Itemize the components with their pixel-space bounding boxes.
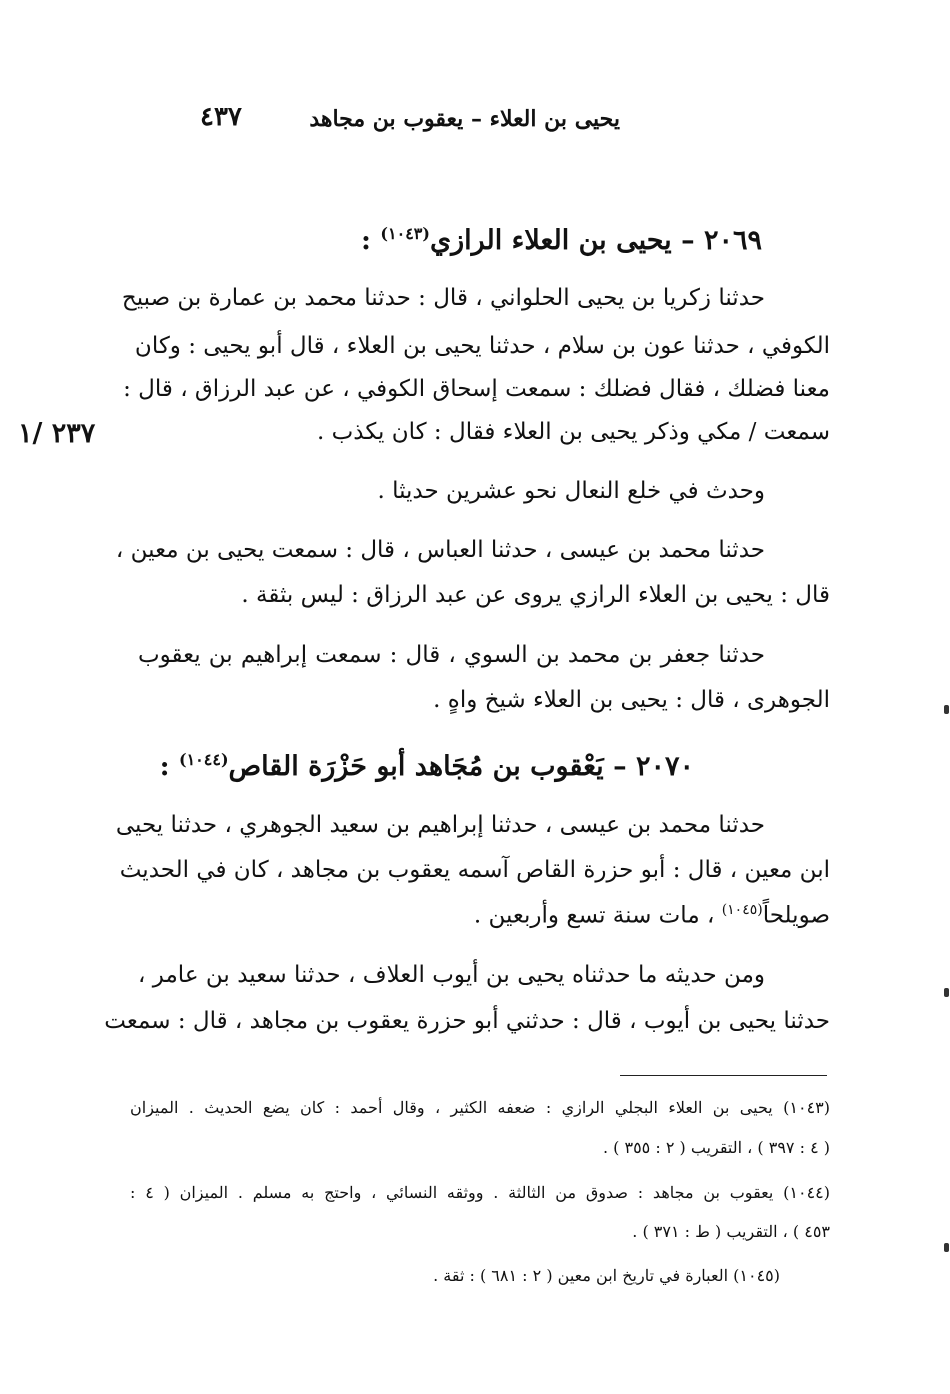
footnote-1044-line-2: ٤٥٣ ) ، التقريب ( ط : ٣٧١ ) . bbox=[632, 1222, 830, 1241]
entry-2069-line-1: حدثنا زكريا بن يحيى الحلواني ، قال : حدثنا محمد بن عمارة بن صبيح bbox=[121, 285, 765, 311]
entry-2070-heading bbox=[160, 750, 694, 782]
margin-folio-note: ٢٣٧ /١ bbox=[18, 418, 96, 449]
footnote-separator bbox=[620, 1075, 827, 1076]
scan-speck bbox=[944, 705, 949, 714]
scan-speck bbox=[944, 1243, 949, 1252]
entry-2070-line-1: حدثنا محمد بن عيسى ، حدثنا إبراهيم بن سعيد الجوهري ، حدثنا يحيى bbox=[115, 812, 765, 838]
footnote-1043-line-1: (١٠٤٣) يحيى بن العلاء البجلي الرازي : ضعفه الكثير ، وقال أحمد : كان يضع الحديث . الميزان bbox=[130, 1098, 830, 1117]
entry-2070-line-2: ابن معين ، قال : أبو حزرة القاص آسمه يعقوب بن مجاهد ، كان في الحديث bbox=[119, 857, 830, 883]
entry-2070-line-3-start: صويلحاً bbox=[762, 902, 830, 929]
page-number: ٤٣٧ bbox=[200, 102, 242, 132]
entry-2070-note-ref-1045: (١٠٤٥) bbox=[721, 902, 763, 918]
entry-2069-line-5: وحدث في خلع النعال نحو عشرين حديثا . bbox=[377, 478, 765, 504]
entry-2069-line-6: حدثنا محمد بن عيسى ، حدثنا العباس ، قال : سمعت يحيى بن معين ، bbox=[115, 537, 765, 563]
entry-2070-line-5: حدثنا يحيى بن أيوب ، قال : حدثني أبو حزرة يعقوب بن مجاهد ، قال : سمعت bbox=[104, 1008, 830, 1034]
entry-2070-line-3-end: ، مات سنة تسع وأربعين . bbox=[473, 902, 715, 929]
entry-2069-line-9: الجوهرى ، قال : يحيى بن العلاء شيخ واهٍ . bbox=[433, 687, 830, 713]
entry-2070-line-3 bbox=[138, 902, 830, 929]
entry-2070-title: ٢٠٧٠ – يَعْقوب بن مُجَاهد أبو حَزْرَة القاص bbox=[228, 751, 694, 782]
entry-2069-title: ٢٠٦٩ – يحيى بن العلاء الرازي bbox=[429, 225, 762, 256]
scan-speck bbox=[944, 988, 949, 997]
footnote-1043-line-2: ( ٤ : ٣٩٧ ) ، التقريب ( ٢ : ٣٥٥ ) . bbox=[602, 1138, 830, 1157]
entry-2069-colon: : bbox=[361, 225, 372, 256]
entry-2069-line-8: حدثنا جعفر بن محمد بن السوي ، قال : سمعت إبراهيم بن يعقوب bbox=[138, 642, 765, 668]
running-header-title: يحيى بن العلاء – يعقوب بن مجاهد bbox=[309, 106, 620, 132]
entry-2069-line-2: الكوفي ، حدثنا عون بن سلام ، حدثنا يحيى بن العلاء ، قال أبو يحيى : وكان bbox=[134, 333, 830, 359]
footnote-1044-line-1: (١٠٤٤) يعقوب بن مجاهد : صدوق من الثالثة . ووثقه النسائي ، واحتج به مسلم . الميزان ( ٤ : bbox=[130, 1183, 830, 1202]
entry-2069-line-3: معنا فضلك ، فقال فضلك : سمعت إسحاق الكوفي ، عن عبد الرزاق ، قال : bbox=[123, 376, 830, 402]
entry-2069-line-4: سمعت / مكي وذكر يحيى بن العلاء فقال : كان يكذب . bbox=[317, 419, 830, 445]
entry-2069-heading bbox=[361, 224, 762, 256]
entry-2069-line-7: قال : يحيى بن العلاء الرازي يروى عن عبد الرزاق : ليس بثقة . bbox=[241, 582, 830, 608]
entry-2070-note-ref: (١٠٤٤) bbox=[179, 750, 229, 769]
entry-2070-colon: : bbox=[159, 751, 170, 782]
footnote-1045: (١٠٤٥) العبارة في تاريخ ابن معين ( ٢ : ٦٨١ ) : ثقة . bbox=[433, 1266, 780, 1285]
entry-2070-line-4: ومن حديثه ما حدثناه يحيى بن أيوب العلاف ، حدثنا سعيد بن عامر ، bbox=[138, 962, 765, 988]
entry-2069-note-ref: (١٠٤٣) bbox=[380, 224, 430, 243]
